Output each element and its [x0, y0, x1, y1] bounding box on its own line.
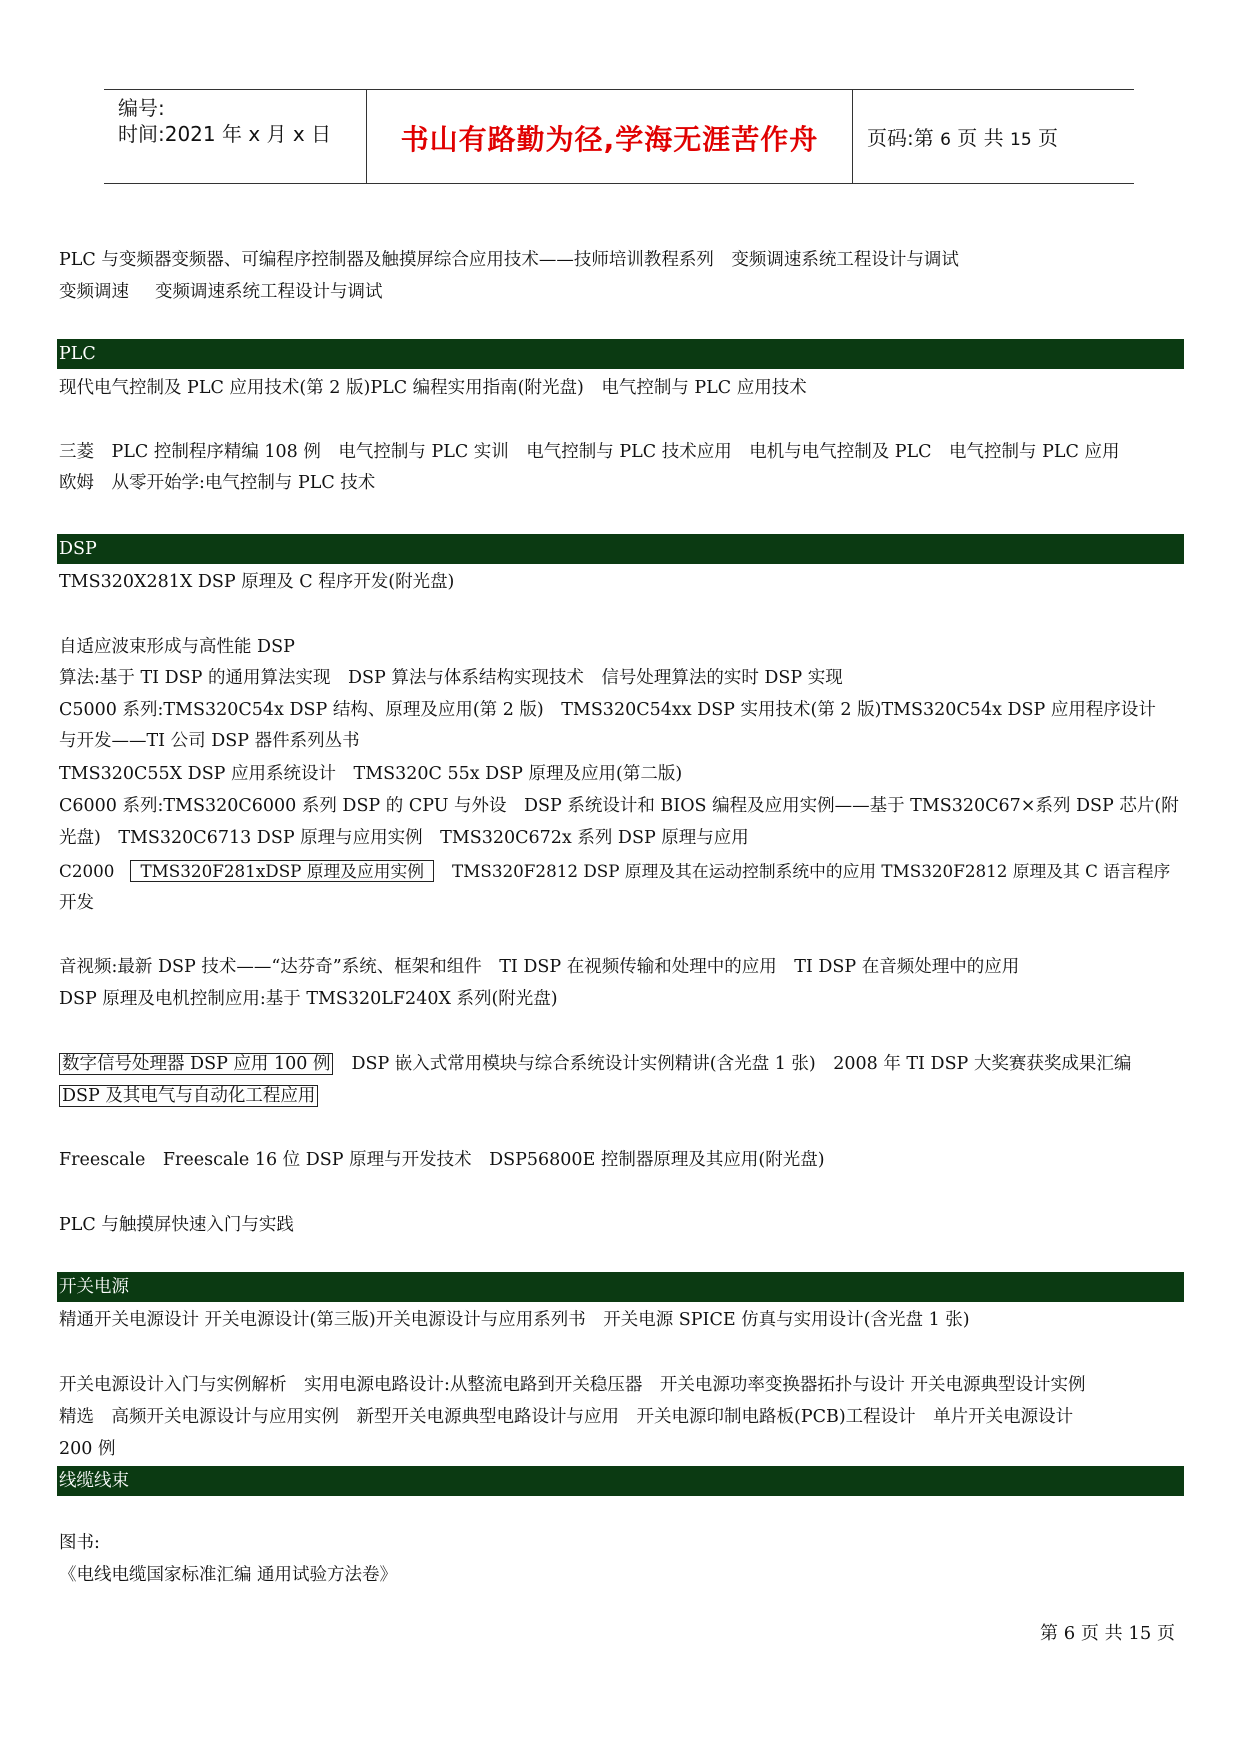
page-mid: 页 共: [957, 126, 1004, 150]
section-heading-dsp: DSP: [57, 534, 1184, 564]
plc-line-1: 现代电气控制及 PLC 应用技术(第 2 版)PLC 编程实用指南(附光盘) 电气控制与 PLC 应用技术: [59, 378, 807, 398]
dsp-line-11: 音视频:最新 DSP 技术——“达芬奇”系统、框架和组件 TI DSP 在视频传输和处理中的应用 TI DSP 在音频处理中的应用: [59, 957, 1020, 977]
document-time-label: 时间:2021 年 x 月 x 日: [118, 122, 332, 146]
document-number-label: 编号:: [118, 96, 165, 120]
dsp-line-9: [59, 859, 1170, 883]
dsp-line-9-b: TMS320F2812 DSP 原理及其在运动控制系统中的应用 TMS320F2812 原理及其 C 语言程序: [452, 861, 1171, 881]
boxed-book-dsp-100: 数字信号处理器 DSP 应用 100 例: [59, 1053, 333, 1075]
dsp-line-10: 开发: [59, 893, 94, 913]
header-page-cell: [853, 90, 1134, 183]
power-line-3: 精选 高频开关电源设计与应用实例 新型开关电源典型电路设计与应用 开关电源印制电路板(PCB)工程设计 单片开关电源设计: [59, 1407, 1074, 1427]
header-motto-cell: [366, 90, 853, 183]
dsp-line-8: 光盘) TMS320C6713 DSP 原理与应用实例 TMS320C672x 系列 DSP 原理与应用: [59, 828, 749, 848]
page-prefix: 页码:第: [867, 126, 934, 150]
page-header: [104, 89, 1134, 184]
intro-line-2-b: 变频调速系统工程设计与调试: [155, 282, 383, 302]
page-number-info: [867, 122, 1058, 151]
intro-line-2-a: 变频调速: [59, 282, 129, 302]
dsp-line-1: TMS320X281X DSP 原理及 C 程序开发(附光盘): [59, 572, 455, 592]
intro-line-1: PLC 与变频器变频器、可编程序控制器及触摸屏综合应用技术——技师培训教程系列 变频调速系统工程设计与调试: [59, 250, 959, 270]
cable-line-1: 图书:: [59, 1533, 100, 1553]
cable-line-2: 《电线电缆国家标准汇编 通用试验方法卷》: [59, 1565, 398, 1585]
dsp-line-2: 自适应波束形成与高性能 DSP: [59, 637, 295, 657]
header-left-cell: [104, 90, 366, 183]
dsp-line-13: [59, 1052, 1131, 1076]
dsp-line-6: TMS320C55X DSP 应用系统设计 TMS320C 55x DSP 原理及应用(第二版): [59, 764, 683, 784]
power-line-1: 精通开关电源设计 开关电源设计(第三版)开关电源设计与应用系列书 开关电源 SPICE 仿真与实用设计(含光盘 1 张): [59, 1310, 970, 1330]
dsp-line-12: DSP 原理及电机控制应用:基于 TMS320LF240X 系列(附光盘): [59, 989, 558, 1009]
plc-line-2: 三菱 PLC 控制程序精编 108 例 电气控制与 PLC 实训 电气控制与 PLC 技术应用 电机与电气控制及 PLC 电气控制与 PLC 应用: [59, 442, 1120, 462]
dsp-line-5: 与开发——TI 公司 DSP 器件系列丛书: [59, 731, 360, 751]
dsp-line-15: Freescale Freescale 16 位 DSP 原理与开发技术 DSP56800E 控制器原理及其应用(附光盘): [59, 1150, 825, 1170]
section-heading-power: 开关电源: [57, 1272, 1184, 1302]
dsp-line-4: C5000 系列:TMS320C54x DSP 结构、原理及应用(第 2 版) TMS320C54xx DSP 实用技术(第 2 版)TMS320C54x DSP 应用程序设计: [59, 700, 1156, 720]
dsp-line-14: [59, 1084, 318, 1108]
motto-text: 书山有路勤为径,学海无涯苦作舟: [400, 123, 819, 156]
section-heading-plc: PLC: [57, 339, 1184, 369]
boxed-book-tms320f281x: TMS320F281xDSP 原理及应用实例: [130, 860, 434, 882]
page-footer: 第 6 页 共 15 页: [1040, 1623, 1175, 1644]
page-suffix: 页: [1038, 126, 1059, 150]
power-line-4: 200 例: [59, 1439, 116, 1459]
power-line-2: 开关电源设计入门与实例解析 实用电源电路设计:从整流电路到开关稳压器 开关电源功率变换器拓扑与设计 开关电源典型设计实例: [59, 1375, 1086, 1395]
page-current: 6: [940, 130, 951, 150]
intro-line-2: [59, 280, 383, 304]
dsp-line-3: 算法:基于 TI DSP 的通用算法实现 DSP 算法与体系结构实现技术 信号处理算法的实时 DSP 实现: [59, 668, 843, 688]
dsp-line-13-b: DSP 嵌入式常用模块与综合系统设计实例精讲(含光盘 1 张) 2008 年 TI DSP 大奖赛获奖成果汇编: [351, 1054, 1132, 1074]
dsp-line-16: PLC 与触摸屏快速入门与实践: [59, 1215, 294, 1235]
page-total: 15: [1010, 130, 1032, 150]
section-heading-cable: 线缆线束: [57, 1466, 1184, 1496]
dsp-line-7: C6000 系列:TMS320C6000 系列 DSP 的 CPU 与外设 DSP 系统设计和 BIOS 编程及应用实例——基于 TMS320C67×系列 DSP 芯片(附: [59, 796, 1179, 816]
plc-line-3: 欧姆 从零开始学:电气控制与 PLC 技术: [59, 473, 376, 493]
dsp-line-9-a: C2000: [59, 861, 115, 881]
boxed-book-dsp-electrical: DSP 及其电气与自动化工程应用: [59, 1085, 318, 1107]
